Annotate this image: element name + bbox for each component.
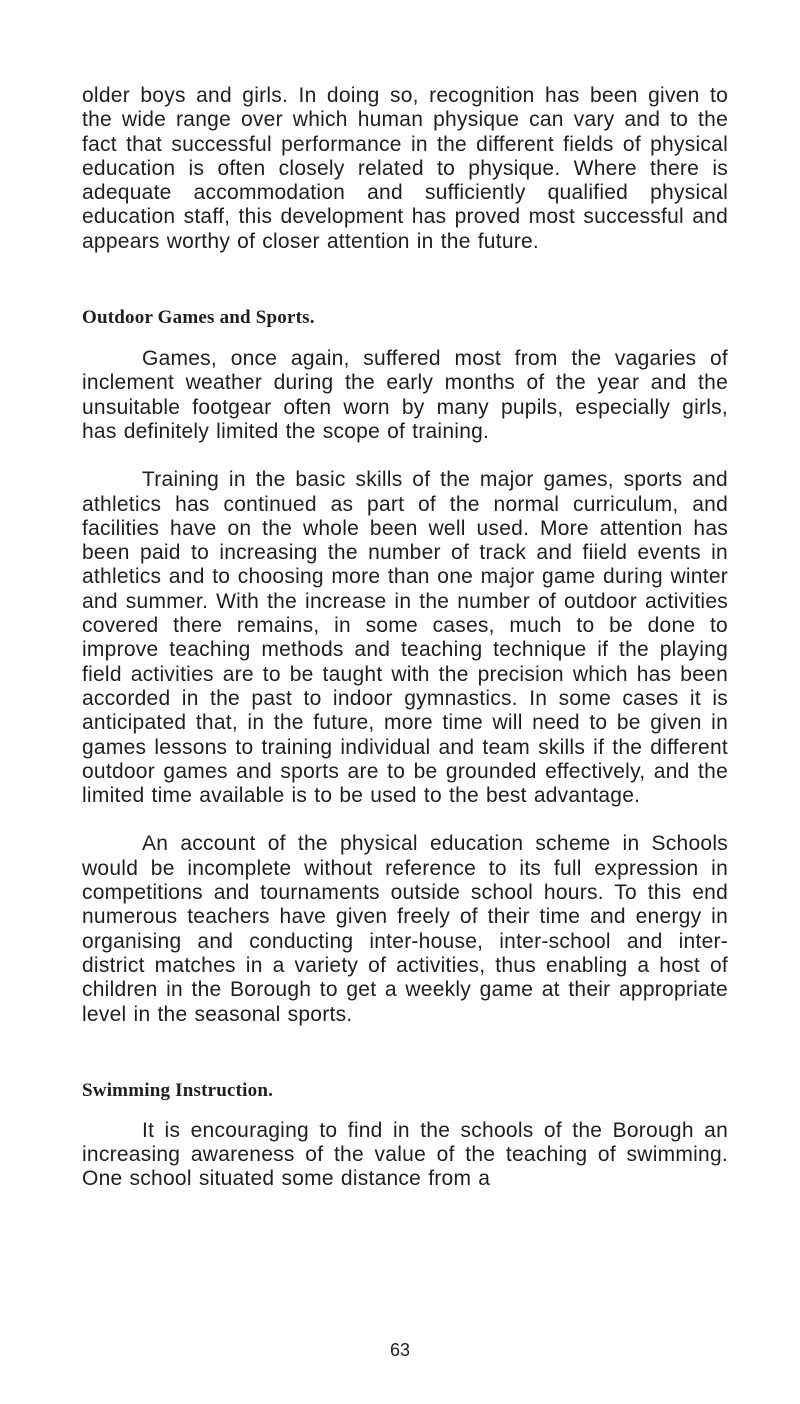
paragraph-physique: older boys and girls. In doing so, recognition has been given to the wide range over which human physique can vary and to the fact that successful performance in the different fields of physical education is often closely related to physique. Where there is adequate accommodation and sufficiently qualified physical education staff, this development has proved most successful and appears worthy of closer attention in the future.	[82, 84, 728, 253]
heading-outdoor-games-and-sports: Outdoor Games and Sports.	[82, 307, 315, 329]
document-page	[82, 84, 728, 1192]
heading-swimming-instruction: Swimming Instruction.	[82, 1079, 274, 1101]
paragraph-competitions: An account of the physical education scheme in Schools would be incomplete without reference to its full expression in competitions and tournaments outside school hours. To this end numerous teachers have given freely of their time and energy in organising and conducting inter-house, inter-school and inter-district matches in a variety of activities, thus enabling a host of children in the Borough to get a weekly game at their appropriate level in the seasonal sports.	[82, 832, 728, 1026]
paragraph-games-weather: Games, once again, suffered most from the vagaries of inclement weather during the early months of the year and the unsuitable footgear often worn by many pupils, especially girls, has definitely limited the scope of training.	[82, 347, 728, 443]
paragraph-training-basic-skills: Training in the basic skills of the major games, sports and athletics has continued as part of the normal curriculum, and facilities have on the whole been well used. More attention has been paid to increasing the number of track and fiield events in athletics and to choosing more than one major game during winter and summer. With the increase in the number of outdoor activities covered there remains, in some cases, much to be done to improve teaching methods and teaching technique if the playing field activities are to be taught with the precision which has been accorded in the past to indoor gymnastics. In some cases it is anticipated that, in the future, more time will need to be given in games lessons to training individual and team skills if the different outdoor games and sports are to be grounded effectively, and the limited time available is to be used to the best advantage.	[82, 468, 728, 808]
paragraph-swimming: It is encouraging to find in the schools of the Borough an increasing awareness of the value of the teaching of swimming. One school situated some distance from a	[82, 1118, 728, 1191]
page-number: 63	[389, 1340, 411, 1360]
